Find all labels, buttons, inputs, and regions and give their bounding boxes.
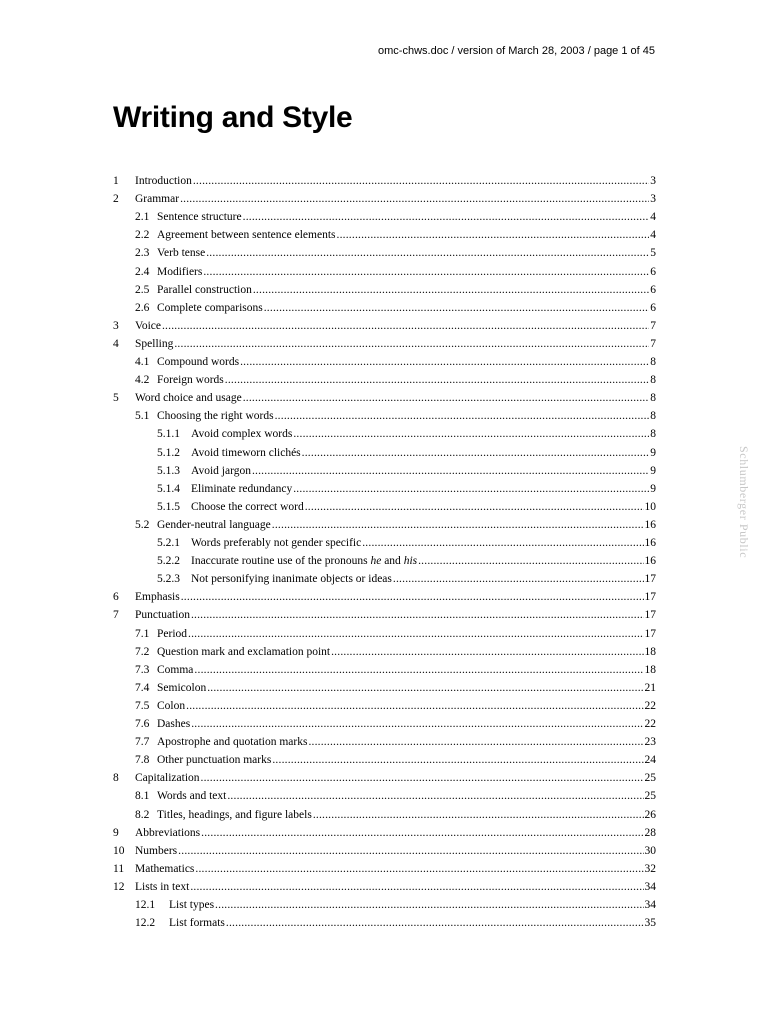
- toc-entry[interactable]: [0, 588, 656, 606]
- toc-entry-number: 1: [113, 175, 119, 187]
- dot-leader: [178, 842, 643, 860]
- dot-leader: [207, 679, 643, 697]
- toc-entry-number: 7.8: [135, 754, 150, 767]
- toc-entry-number: 5.2.3: [157, 573, 180, 586]
- dot-leader: [227, 787, 643, 805]
- toc-entry[interactable]: [0, 534, 656, 552]
- dot-leader: [191, 715, 643, 733]
- toc-entry-number: 5.2.1: [157, 537, 180, 549]
- dot-leader: [201, 824, 643, 842]
- toc-entry-label: Grammar: [135, 193, 180, 206]
- dot-leader: [240, 353, 649, 371]
- dot-leader: [362, 534, 643, 552]
- toc-entry[interactable]: [0, 353, 656, 371]
- dot-leader: [313, 806, 644, 824]
- toc-entry-number: 2.3: [135, 247, 150, 260]
- toc-entry-number: 7.1: [135, 627, 150, 640]
- dot-leader: [293, 425, 649, 443]
- toc-entry-label: Eliminate redundancy: [191, 482, 293, 495]
- toc-entry[interactable]: [0, 552, 656, 570]
- toc-entry[interactable]: [0, 226, 656, 244]
- toc-entry-label: Numbers: [135, 844, 178, 857]
- dot-leader: [305, 498, 644, 516]
- toc-entry[interactable]: [0, 480, 656, 498]
- toc-entry-page: 18: [644, 663, 656, 676]
- dot-leader: [272, 751, 643, 769]
- toc-entry-page: 25: [644, 772, 656, 785]
- toc-entry-number: 4.2: [135, 374, 150, 387]
- dot-leader: [180, 190, 649, 208]
- toc-entry-number: 8.1: [135, 790, 150, 803]
- dot-leader: [293, 480, 649, 498]
- dot-leader: [195, 860, 643, 878]
- toc-entry-number: 2.1: [135, 211, 150, 224]
- toc-entry-page: 16: [644, 518, 656, 531]
- toc-entry-label: Avoid jargon: [191, 464, 251, 477]
- toc-entry[interactable]: [0, 335, 656, 353]
- toc-entry-page: 8: [650, 428, 656, 441]
- dot-leader: [215, 896, 643, 914]
- toc-entry-label: Choosing the right words: [157, 410, 274, 423]
- toc-entry-label: Agreement between sentence elements: [157, 229, 336, 242]
- toc-entry-page: 35: [644, 917, 656, 930]
- toc-entry[interactable]: [0, 425, 656, 443]
- dot-leader: [194, 661, 643, 679]
- toc-entry-label: Voice: [135, 319, 161, 332]
- toc-entry-page: 6: [650, 301, 656, 314]
- toc-entry-number: 5.1.1: [157, 428, 180, 441]
- toc-entry-page: 6: [650, 265, 656, 278]
- toc-entry-label: Mathematics: [135, 862, 195, 875]
- toc-entry-label: Apostrophe and quotation marks: [157, 736, 308, 749]
- toc-entry[interactable]: [0, 516, 656, 534]
- toc-entry-number: 5.2.2: [157, 555, 180, 568]
- toc-entry-number: 5: [113, 392, 119, 405]
- dot-leader: [206, 244, 649, 262]
- toc-entry-page: 8: [650, 374, 656, 387]
- toc-entry-label: Gender-neutral language: [157, 518, 271, 531]
- dot-leader: [337, 226, 650, 244]
- document-header: omc-chws.doc / version of March 28, 2003 / page 1 of 45: [378, 45, 655, 57]
- dot-leader: [331, 643, 643, 661]
- toc-entry-page: 21: [644, 681, 656, 694]
- toc-entry-page: 28: [644, 826, 656, 839]
- toc-entry-page: 34: [644, 880, 656, 893]
- dot-leader: [186, 697, 643, 715]
- toc-entry-page: 4: [650, 229, 656, 242]
- dot-leader: [201, 769, 644, 787]
- toc-entry-page: 18: [644, 645, 656, 658]
- toc-entry-page: 8: [650, 392, 656, 405]
- toc-entry-page: 9: [650, 446, 656, 459]
- toc-entry[interactable]: [0, 244, 656, 262]
- toc-entry-page: 22: [644, 718, 656, 730]
- dot-leader: [181, 588, 644, 606]
- toc-entry-number: 5.2: [135, 518, 150, 531]
- toc-entry[interactable]: [0, 462, 656, 480]
- toc-entry-number: 12.1: [135, 899, 156, 911]
- toc-entry-label: Verb tense: [157, 247, 206, 260]
- dot-leader: [225, 371, 649, 389]
- toc-entry-page: 3: [650, 175, 656, 187]
- toc-entry-label: Other punctuation marks: [157, 754, 272, 767]
- toc-entry[interactable]: [0, 172, 656, 190]
- toc-entry-number: 2.5: [135, 283, 150, 296]
- toc-entry[interactable]: [0, 896, 656, 914]
- toc-entry-label: Comma: [157, 663, 194, 676]
- toc-entry-number: 2.2: [135, 229, 150, 242]
- toc-entry-number: 5.1.4: [157, 482, 180, 495]
- toc-entry-number: 12: [113, 880, 125, 893]
- toc-entry-label: Punctuation: [135, 609, 190, 622]
- toc-entry-number: 7.2: [135, 645, 150, 658]
- toc-entry-label: Colon: [157, 699, 186, 712]
- toc-entry-page: 17: [644, 573, 656, 586]
- toc-entry-number: 2: [113, 193, 119, 206]
- toc-entry-number: 5.1: [135, 410, 150, 423]
- toc-entry-number: 7.4: [135, 681, 150, 694]
- toc-entry-page: 7: [650, 319, 656, 332]
- toc-entry[interactable]: [0, 498, 656, 516]
- toc-entry-page: 8: [650, 356, 656, 368]
- toc-entry[interactable]: [0, 299, 656, 317]
- toc-entry-page: 9: [650, 482, 656, 495]
- toc-entry-page: 26: [644, 808, 656, 821]
- toc-entry-label: Emphasis: [135, 591, 180, 604]
- toc-entry-page: 3: [650, 193, 656, 206]
- toc-entry[interactable]: [0, 389, 656, 407]
- toc-entry[interactable]: [0, 625, 656, 643]
- toc-entry-page: 16: [644, 555, 656, 568]
- toc-entry-number: 8.2: [135, 808, 150, 821]
- toc-entry-number: 8: [113, 772, 119, 785]
- toc-entry-page: 6: [650, 283, 656, 296]
- toc-entry-label: Period: [157, 627, 188, 640]
- toc-entry[interactable]: [0, 806, 656, 824]
- toc-entry-page: 25: [644, 790, 656, 803]
- toc-entry[interactable]: [0, 697, 656, 715]
- toc-entry-label: Dashes: [157, 718, 191, 730]
- toc-entry-page: 22: [644, 699, 656, 712]
- dot-leader: [275, 407, 650, 425]
- toc-entry-number: 7.6: [135, 718, 150, 730]
- toc-entry-label: Parallel construction: [157, 283, 252, 296]
- toc-entry-label: Abbreviations: [135, 826, 201, 839]
- toc-entry-page: 23: [644, 736, 656, 749]
- dot-leader: [162, 317, 649, 335]
- toc-entry-page: 17: [644, 591, 656, 604]
- toc-entry[interactable]: [0, 281, 656, 299]
- toc-entry[interactable]: [0, 606, 656, 624]
- toc-entry-number: 3: [113, 319, 119, 332]
- toc-entry-label: Lists in text: [135, 880, 190, 893]
- toc-entry[interactable]: [0, 715, 656, 733]
- toc-entry[interactable]: [0, 787, 656, 805]
- toc-entry-number: 7.5: [135, 699, 150, 712]
- dot-leader: [272, 516, 644, 534]
- dot-leader: [188, 625, 643, 643]
- toc-entry-label: List types: [169, 899, 215, 911]
- toc-entry-label: Titles, headings, and figure labels: [157, 808, 312, 821]
- toc-entry-page: 30: [644, 844, 656, 857]
- toc-entry[interactable]: [0, 643, 656, 661]
- classification-watermark: Schlumberger Public: [737, 446, 751, 559]
- toc-entry-number: 2.4: [135, 265, 150, 278]
- toc-entry-label: Spelling: [135, 337, 174, 350]
- dot-leader: [393, 570, 644, 588]
- toc-entry-page: 8: [650, 410, 656, 423]
- toc-entry-page: 34: [644, 899, 656, 911]
- toc-entry-label: Capitalization: [135, 772, 200, 785]
- toc-entry-number: 6: [113, 591, 119, 604]
- toc-entry-label: Not personifying inanimate objects or ideas: [191, 573, 392, 586]
- toc-entry-page: 24: [644, 754, 656, 767]
- toc-entry-label: Complete comparisons: [157, 301, 263, 314]
- dot-leader: [308, 733, 643, 751]
- dot-leader: [264, 299, 650, 317]
- toc-entry[interactable]: [0, 733, 656, 751]
- toc-entry-number: 7.7: [135, 736, 150, 749]
- dot-leader: [193, 172, 649, 190]
- toc-entry-number: 5.1.3: [157, 464, 180, 477]
- toc-entry-number: 7: [113, 609, 119, 622]
- toc-entry-label: Modifiers: [157, 265, 203, 278]
- toc-entry-label: Semicolon: [157, 681, 207, 694]
- toc-entry-page: 5: [650, 247, 656, 260]
- dot-leader: [203, 263, 649, 281]
- dot-leader: [174, 335, 649, 353]
- toc-entry[interactable]: [0, 570, 656, 588]
- toc-entry-page: 17: [644, 627, 656, 640]
- dot-leader: [302, 444, 650, 462]
- toc-entry-label: Foreign words: [157, 374, 224, 387]
- dot-leader: [243, 208, 650, 226]
- toc-entry-label: Words and text: [157, 790, 227, 803]
- toc-entry-page: 7: [650, 337, 656, 350]
- toc-entry-number: 4.1: [135, 356, 150, 368]
- toc-entry[interactable]: [0, 661, 656, 679]
- dot-leader: [226, 914, 644, 932]
- dot-leader: [190, 878, 643, 896]
- toc-entry[interactable]: [0, 263, 656, 281]
- toc-entry-number: 11: [113, 862, 125, 875]
- toc-entry[interactable]: [0, 190, 656, 208]
- toc-entry-label: List formats: [169, 917, 225, 930]
- toc-entry-label: Avoid timeworn clichés: [191, 446, 301, 459]
- dot-leader: [243, 389, 650, 407]
- toc-entry-label: Choose the correct word: [191, 500, 304, 513]
- toc-entry-number: 10: [113, 844, 125, 857]
- toc-entry-page: 4: [650, 211, 656, 224]
- toc-entry[interactable]: [0, 751, 656, 769]
- dot-leader: [418, 552, 643, 570]
- toc-entry-label: Words preferably not gender specific: [191, 537, 362, 549]
- toc-entry-label: Inaccurate routine use of the pronouns he and his: [191, 555, 418, 568]
- toc-entry[interactable]: [0, 878, 656, 896]
- toc-entry-label: Sentence structure: [157, 211, 242, 224]
- toc-entry-label: Avoid complex words: [191, 428, 293, 441]
- toc-entry[interactable]: [0, 317, 656, 335]
- toc-entry[interactable]: [0, 407, 656, 425]
- dot-leader: [253, 281, 649, 299]
- page-title: Writing and Style: [113, 101, 353, 134]
- toc-entry[interactable]: [0, 824, 656, 842]
- toc-entry-number: 7.3: [135, 663, 150, 676]
- toc-entry-number: 5.1.2: [157, 446, 180, 459]
- toc-entry[interactable]: [0, 914, 656, 932]
- toc-entry-number: 5.1.5: [157, 500, 180, 513]
- toc-entry-page: 10: [644, 500, 656, 513]
- toc-entry-label: Introduction: [135, 175, 192, 187]
- toc-entry-number: 2.6: [135, 301, 150, 314]
- toc-entry[interactable]: [0, 769, 656, 787]
- toc-entry-label: Question mark and exclamation point: [157, 645, 331, 658]
- toc-entry[interactable]: [0, 371, 656, 389]
- toc-entry-label: Word choice and usage: [135, 392, 242, 405]
- toc-entry[interactable]: [0, 842, 656, 860]
- toc-entry-label: Compound words: [157, 356, 240, 368]
- toc-entry-number: 12.2: [135, 917, 156, 930]
- dot-leader: [252, 462, 649, 480]
- toc-entry-number: 4: [113, 337, 119, 350]
- toc-entry[interactable]: [0, 444, 656, 462]
- toc-entry-page: 32: [644, 862, 656, 875]
- toc-entry[interactable]: [0, 679, 656, 697]
- toc-entry[interactable]: [0, 208, 656, 226]
- toc-entry-page: 9: [650, 464, 656, 477]
- toc-entry[interactable]: [0, 860, 656, 878]
- toc-entry-page: 17: [644, 609, 656, 622]
- toc-entry-page: 16: [644, 537, 656, 549]
- toc-entry-number: 9: [113, 826, 119, 839]
- dot-leader: [191, 606, 644, 624]
